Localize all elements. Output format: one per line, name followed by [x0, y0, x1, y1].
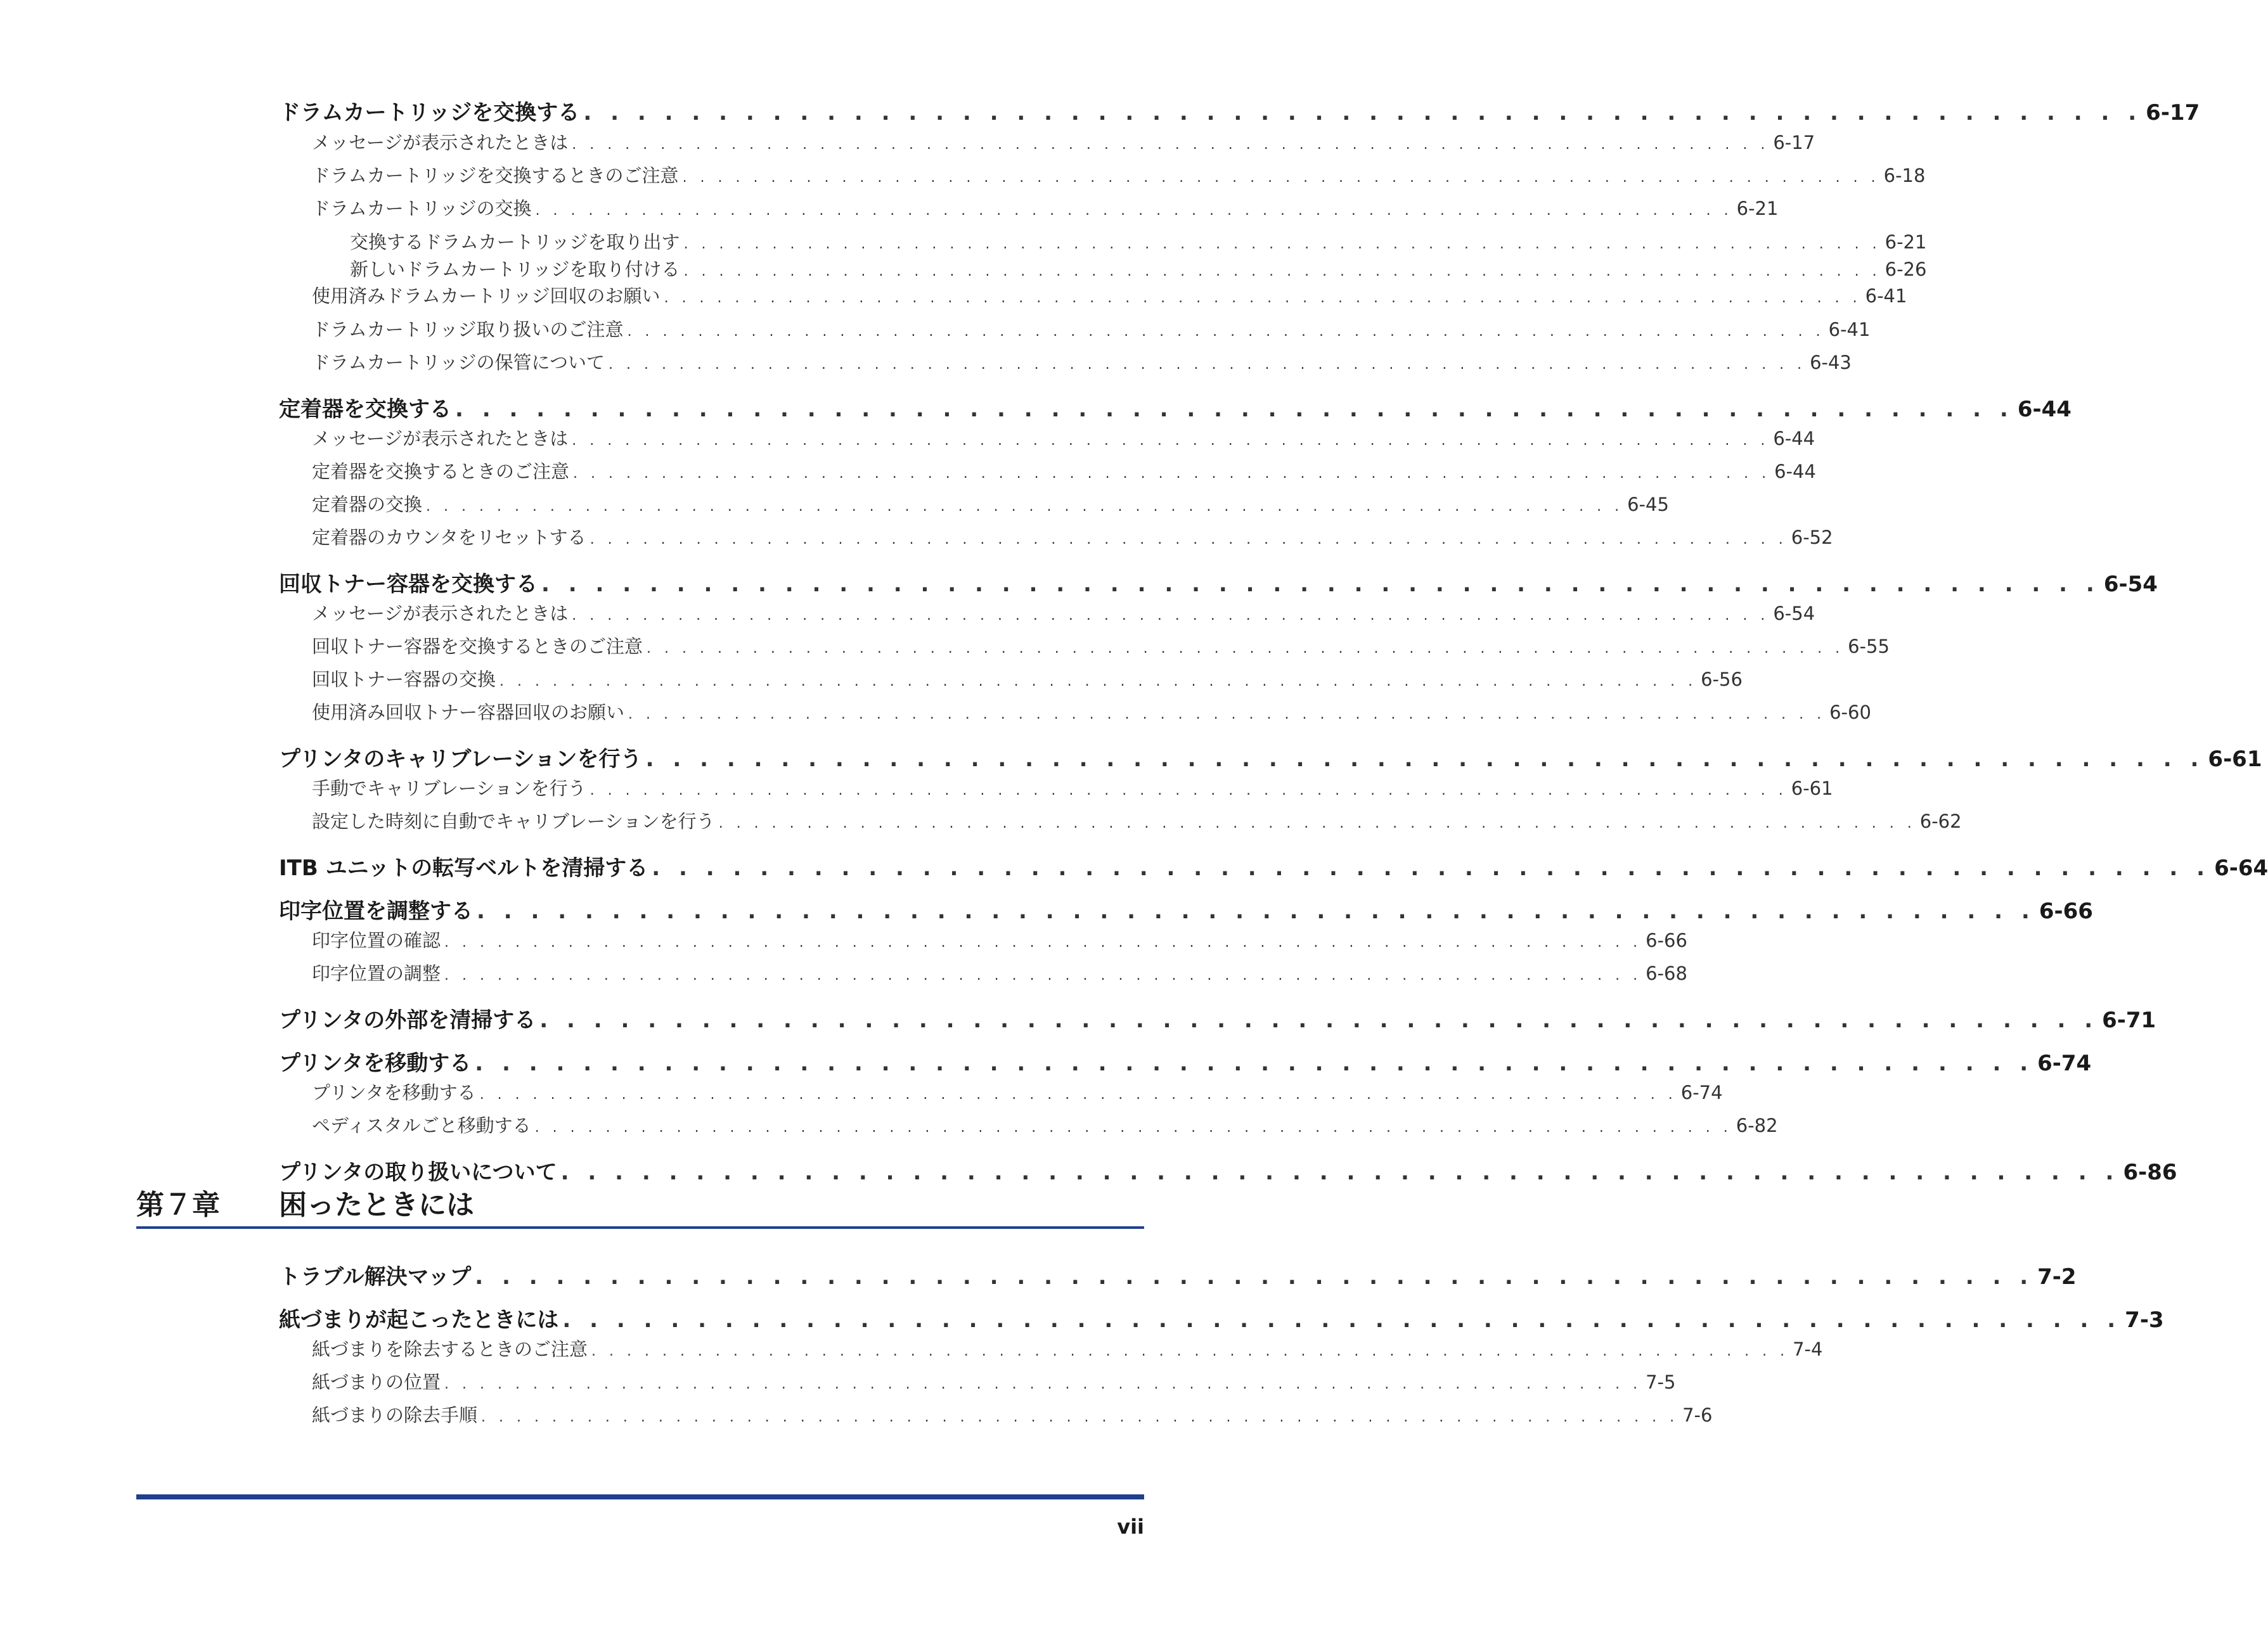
toc-entry[interactable] — [279, 129, 1815, 155]
toc-entry-title: 紙づまりの位置 — [312, 1371, 441, 1393]
toc-dot-leader: . . . . . . . . . . . . . . . . . . . . . . . . . . . . . . . . . . . . . . . . . . . . . . . . . . . . . . . . . . — [583, 100, 2142, 125]
toc-entry-title: プリンタを移動する — [279, 1051, 472, 1076]
toc-entry[interactable] — [279, 425, 1815, 451]
toc-dot-leader: . . . . . . . . . . . . . . . . . . . . . . . . . . . . . . . . . . . . . . . . . . . . . . . . . . . . . . . . . . — [455, 397, 2014, 422]
toc-entry[interactable] — [279, 195, 1779, 221]
toc-entry-title: 回収トナー容器を交換する — [279, 572, 538, 597]
toc-entry-title: プリンタのキャリブレーションを行う — [279, 747, 642, 772]
toc-entry[interactable] — [279, 523, 1833, 549]
toc-entry-title: ペディスタルごと移動する — [312, 1115, 531, 1136]
toc-entry[interactable] — [279, 282, 1907, 308]
toc-entry-page: 6-21 — [1736, 198, 1779, 219]
toc-entry-title: メッセージが表示されたときは — [312, 132, 569, 153]
toc-entry-page: 6-45 — [1627, 494, 1669, 515]
toc-entry-page: 7-5 — [1646, 1371, 1676, 1393]
toc-dot-leader: . . . . . . . . . . . . . . . . . . . . . . . . . . . . . . . . . . . . . . . . . . . . . . . . . . . . . . . . . . . . . . . . . . . . — [572, 137, 1770, 153]
toc-entry-page: 6-44 — [1774, 461, 1816, 482]
toc-entry-title: 手動でキャリブレーションを行う — [312, 778, 586, 799]
toc-dot-leader: . . . . . . . . . . . . . . . . . . . . . . . . . . . . . . . . . . . . . . . . . . . . . . . . . . . . . . . . . . — [477, 899, 2035, 924]
toc-dot-leader: . . . . . . . . . . . . . . . . . . . . . . . . . . . . . . . . . . . . . . . . . . . . . . . . . . . . . . . . . . . . . . . . . . . . — [426, 499, 1624, 515]
toc-entry-page: 6-21 — [1885, 231, 1927, 253]
footer-rule — [136, 1494, 1144, 1499]
toc-dot-leader: . . . . . . . . . . . . . . . . . . . . . . . . . . . . . . . . . . . . . . . . . . . . . . . . . . . . . . . . . . . . . . . . . . . . — [444, 1377, 1642, 1392]
toc-entry-title: 定着器を交換するときのご注意 — [312, 461, 570, 482]
toc-entry-title: 紙づまりの除去手順 — [312, 1404, 478, 1426]
toc-entry-page: 6-55 — [1848, 636, 1890, 657]
toc-entry-title: プリンタの取り扱いについて — [279, 1160, 557, 1185]
toc-entry[interactable] — [279, 95, 2200, 126]
toc-entry[interactable] — [279, 228, 1927, 254]
toc-entry-page: 6-52 — [1791, 527, 1833, 548]
toc-dot-leader: . . . . . . . . . . . . . . . . . . . . . . . . . . . . . . . . . . . . . . . . . . . . . . . . . . . . . . . . . . . . . . . . . . . . — [683, 264, 1881, 279]
toc-entry-page: 6-68 — [1646, 963, 1687, 984]
toc-entry-title: 紙づまりが起こったときには — [279, 1307, 559, 1333]
toc-dot-leader: . . . . . . . . . . . . . . . . . . . . . . . . . . . . . . . . . . . . . . . . . . . . . . . . . . . . . . . . . . . . . . . . . . . . — [481, 1409, 1679, 1425]
toc-dot-leader: . . . . . . . . . . . . . . . . . . . . . . . . . . . . . . . . . . . . . . . . . . . . . . . . . . . . . . . . . . — [562, 1307, 2122, 1333]
toc-entry-title: ITB ユニットの転写ベルトを清掃する — [279, 856, 648, 881]
toc-entry-page: 6-44 — [1773, 428, 1815, 449]
chapter-heading — [136, 1176, 1144, 1229]
toc-dot-leader: . . . . . . . . . . . . . . . . . . . . . . . . . . . . . . . . . . . . . . . . . . . . . . . . . . . . . . . . . . . . . . . . . . . . — [572, 433, 1770, 449]
chapter-title: 困ったときには — [279, 1189, 474, 1221]
toc-entry-title: プリンタを移動する — [312, 1082, 476, 1103]
toc-entry[interactable] — [279, 1003, 2156, 1034]
toc-entry-page: 6-66 — [1646, 930, 1687, 951]
toc-entry[interactable] — [279, 1302, 2164, 1333]
toc-entry-page: 6-60 — [1829, 702, 1871, 723]
toc-entry-page: 6-56 — [1701, 669, 1743, 690]
toc-dot-leader: . . . . . . . . . . . . . . . . . . . . . . . . . . . . . . . . . . . . . . . . . . . . . . . . . . . . . . . . . . — [475, 1264, 2034, 1290]
toc-dot-leader: . . . . . . . . . . . . . . . . . . . . . . . . . . . . . . . . . . . . . . . . . . . . . . . . . . . . . . . . . . . . . . . . . . . . — [627, 324, 1825, 340]
toc-entry-title: トラブル解決マップ — [279, 1264, 472, 1290]
toc-entry-page: 6-26 — [1885, 259, 1927, 280]
toc-entry-page: 6-61 — [2208, 747, 2262, 772]
toc-entry-page: 7-4 — [1793, 1338, 1823, 1360]
toc-entry-title: 紙づまりを除去するときのご注意 — [312, 1338, 588, 1360]
toc-entry-title: ドラムカートリッジを交換する — [279, 100, 580, 125]
toc-dot-leader: . . . . . . . . . . . . . . . . . . . . . . . . . . . . . . . . . . . . . . . . . . . . . . . . . . . . . . . . . . . . . . . . . . . . — [572, 608, 1770, 624]
toc-entry[interactable] — [279, 491, 1669, 517]
toc-dot-leader: . . . . . . . . . . . . . . . . . . . . . . . . . . . . . . . . . . . . . . . . . . . . . . . . . . . . . . . . . . . . . . . . . . . . — [628, 707, 1826, 722]
toc-entry[interactable] — [279, 458, 1816, 484]
toc-entry-page: 6-66 — [2039, 899, 2093, 924]
toc-entry[interactable] — [279, 1368, 1676, 1394]
toc-entry-title: 回収トナー容器を交換するときのご注意 — [312, 636, 643, 657]
toc-entry[interactable] — [279, 349, 1852, 375]
toc-entry-title: ドラムカートリッジ取り扱いのご注意 — [312, 319, 624, 340]
toc-entry-title: ドラムカートリッジを交換するときのご注意 — [312, 165, 679, 186]
toc-entry-page: 7-2 — [2037, 1264, 2077, 1290]
toc-entry-title: 印字位置の確認 — [312, 930, 441, 951]
toc-entry-page: 6-43 — [1810, 352, 1852, 373]
toc-entry-title: 設定した時刻に自動でキャリブレーションを行う — [312, 811, 715, 832]
toc-entry-title: 印字位置を調整する — [279, 899, 473, 924]
toc-entry-page: 6-74 — [2037, 1051, 2092, 1076]
toc-dot-leader: . . . . . . . . . . . . . . . . . . . . . . . . . . . . . . . . . . . . . . . . . . . . . . . . . . . . . . . . . . . . . . . . . . . . — [534, 1120, 1732, 1136]
toc-entry-page: 6-82 — [1736, 1115, 1778, 1136]
toc-entry-title: プリンタの外部を清掃する — [279, 1008, 536, 1033]
toc-entry-page: 6-41 — [1828, 319, 1871, 340]
toc-entry-page: 7-6 — [1682, 1404, 1713, 1426]
toc-entry-page: 6-74 — [1680, 1082, 1723, 1103]
toc-entry[interactable] — [279, 567, 2158, 598]
toc-entry[interactable] — [279, 162, 1926, 188]
toc-entry-title: 定着器のカウンタをリセットする — [312, 527, 586, 548]
toc-entry-title: 交換するドラムカートリッジを取り出す — [350, 231, 680, 253]
toc-dot-leader: . . . . . . . . . . . . . . . . . . . . . . . . . . . . . . . . . . . . . . . . . . . . . . . . . . . . . . . . . . . . . . . . . . . . — [608, 357, 1807, 373]
toc-entry-page: 6-17 — [1773, 132, 1815, 153]
toc-dot-leader: . . . . . . . . . . . . . . . . . . . . . . . . . . . . . . . . . . . . . . . . . . . . . . . . . . . . . . . . . . . . . . . . . . . . — [573, 466, 1771, 482]
toc-dot-leader: . . . . . . . . . . . . . . . . . . . . . . . . . . . . . . . . . . . . . . . . . . . . . . . . . . . . . . . . . . . . . . . . . . . . — [499, 674, 1698, 690]
toc-entry-title: 使用済みドラムカートリッジ回収のお願い — [312, 285, 660, 307]
toc-entry-page: 7-3 — [2125, 1307, 2164, 1333]
toc-entry[interactable] — [279, 1259, 2077, 1290]
toc-dot-leader: . . . . . . . . . . . . . . . . . . . . . . . . . . . . . . . . . . . . . . . . . . . . . . . . . . . . . . . . . . . . . . . . . . . . — [664, 290, 1862, 306]
toc-entry[interactable] — [279, 1079, 1723, 1105]
toc-entry[interactable] — [279, 255, 1927, 281]
toc-dot-leader: . . . . . . . . . . . . . . . . . . . . . . . . . . . . . . . . . . . . . . . . . . . . . . . . . . . . . . . . . . . . . . . . . . . . — [590, 532, 1788, 548]
toc-dot-leader: . . . . . . . . . . . . . . . . . . . . . . . . . . . . . . . . . . . . . . . . . . . . . . . . . . . . . . . . . . — [475, 1051, 2034, 1076]
toc-entry-title: 印字位置の調整 — [312, 963, 441, 984]
toc-entry-page: 6-17 — [2146, 100, 2200, 125]
toc-dot-leader: . . . . . . . . . . . . . . . . . . . . . . . . . . . . . . . . . . . . . . . . . . . . . . . . . . . . . . . . . . — [539, 1008, 2099, 1033]
toc-entry-page: 6-41 — [1865, 285, 1907, 307]
toc-entry-title: メッセージが表示されたときは — [312, 603, 569, 624]
toc-entry-title: 定着器を交換する — [279, 397, 451, 422]
toc-entry[interactable] — [279, 600, 1815, 626]
toc-entry[interactable] — [279, 894, 2093, 925]
toc-dot-leader: . . . . . . . . . . . . . . . . . . . . . . . . . . . . . . . . . . . . . . . . . . . . . . . . . . . . . . . . . . . . . . . . . . . . — [444, 968, 1642, 984]
toc-entry[interactable] — [279, 1046, 2092, 1077]
toc-dot-leader: . . . . . . . . . . . . . . . . . . . . . . . . . . . . . . . . . . . . . . . . . . . . . . . . . . . . . . . . . . — [645, 747, 2205, 772]
toc-entry[interactable] — [279, 392, 2071, 423]
toc-entry[interactable] — [279, 959, 1687, 985]
toc-entry[interactable] — [279, 741, 2262, 773]
toc-entry[interactable] — [279, 1112, 1778, 1138]
toc-entry[interactable] — [279, 316, 1871, 342]
toc-entry-title: 使用済み回収トナー容器回収のお願い — [312, 702, 625, 723]
toc-entry-page: 6-54 — [1773, 603, 1815, 624]
toc-entry-title: 新しいドラムカートリッジを取り付ける — [350, 259, 680, 280]
toc-dot-leader: . . . . . . . . . . . . . . . . . . . . . . . . . . . . . . . . . . . . . . . . . . . . . . . . . . . . . . . . . . . . . . . . . . . . — [647, 641, 1845, 657]
page-number: vii — [1117, 1515, 1144, 1539]
toc-entry-page: 6-64 — [2214, 856, 2268, 881]
toc-dot-leader: . . . . . . . . . . . . . . . . . . . . . . . . . . . . . . . . . . . . . . . . . . . . . . . . . . . . . . . . . . — [652, 856, 2211, 881]
toc-entry-page: 6-54 — [2103, 572, 2158, 597]
toc-entry[interactable] — [279, 927, 1687, 953]
toc-entry-page: 6-44 — [2017, 397, 2071, 422]
toc-dot-leader: . . . . . . . . . . . . . . . . . . . . . . . . . . . . . . . . . . . . . . . . . . . . . . . . . . . . . . . . . . . . . . . . . . . . — [682, 170, 1880, 186]
toc-dot-leader: . . . . . . . . . . . . . . . . . . . . . . . . . . . . . . . . . . . . . . . . . . . . . . . . . . . . . . . . . . . . . . . . . . . . — [479, 1087, 1677, 1103]
toc-entry-title: 回収トナー容器の交換 — [312, 669, 496, 690]
toc-dot-leader: . . . . . . . . . . . . . . . . . . . . . . . . . . . . . . . . . . . . . . . . . . . . . . . . . . . . . . . . . . . . . . . . . . . . — [683, 236, 1881, 252]
toc-entry[interactable] — [279, 632, 1890, 658]
chapter-number: 第７章 — [136, 1189, 220, 1221]
toc-entry[interactable] — [279, 807, 1962, 833]
toc-entry[interactable] — [279, 774, 1833, 800]
toc-entry-title: ドラムカートリッジの保管について — [312, 352, 605, 373]
toc-entry-page: 6-86 — [2123, 1160, 2177, 1185]
toc-dot-leader: . . . . . . . . . . . . . . . . . . . . . . . . . . . . . . . . . . . . . . . . . . . . . . . . . . . . . . . . . . . . . . . . . . . . — [591, 1344, 1789, 1359]
toc-entry-title: ドラムカートリッジの交換 — [312, 198, 532, 219]
toc-entry-page: 6-71 — [2102, 1008, 2156, 1033]
toc-entry-title: 定着器の交換 — [312, 494, 423, 515]
toc-entry[interactable] — [279, 665, 1743, 691]
toc-dot-leader: . . . . . . . . . . . . . . . . . . . . . . . . . . . . . . . . . . . . . . . . . . . . . . . . . . . . . . . . . . . . . . . . . . . . — [718, 816, 1916, 831]
toc-dot-leader: . . . . . . . . . . . . . . . . . . . . . . . . . . . . . . . . . . . . . . . . . . . . . . . . . . . . . . . . . . . . . . . . . . . . — [444, 935, 1642, 951]
toc-entry-page: 6-62 — [1919, 811, 1962, 832]
toc-entry-page: 6-18 — [1883, 165, 1926, 186]
toc-dot-leader: . . . . . . . . . . . . . . . . . . . . . . . . . . . . . . . . . . . . . . . . . . . . . . . . . . . . . . . . . . . . . . . . . . . . — [590, 783, 1788, 799]
toc-entry[interactable] — [279, 1335, 1823, 1361]
toc-entry[interactable] — [279, 698, 1871, 724]
toc-dot-leader: . . . . . . . . . . . . . . . . . . . . . . . . . . . . . . . . . . . . . . . . . . . . . . . . . . . . . . . . . . — [541, 572, 2100, 597]
toc-entry[interactable] — [279, 1401, 1713, 1427]
toc-dot-leader: . . . . . . . . . . . . . . . . . . . . . . . . . . . . . . . . . . . . . . . . . . . . . . . . . . . . . . . . . . — [560, 1160, 2120, 1185]
toc-entry-title: メッセージが表示されたときは — [312, 428, 569, 449]
toc-entry[interactable] — [279, 850, 2268, 882]
toc-dot-leader: . . . . . . . . . . . . . . . . . . . . . . . . . . . . . . . . . . . . . . . . . . . . . . . . . . . . . . . . . . . . . . . . . . . . — [535, 203, 1733, 219]
toc-entry-page: 6-61 — [1791, 778, 1833, 799]
